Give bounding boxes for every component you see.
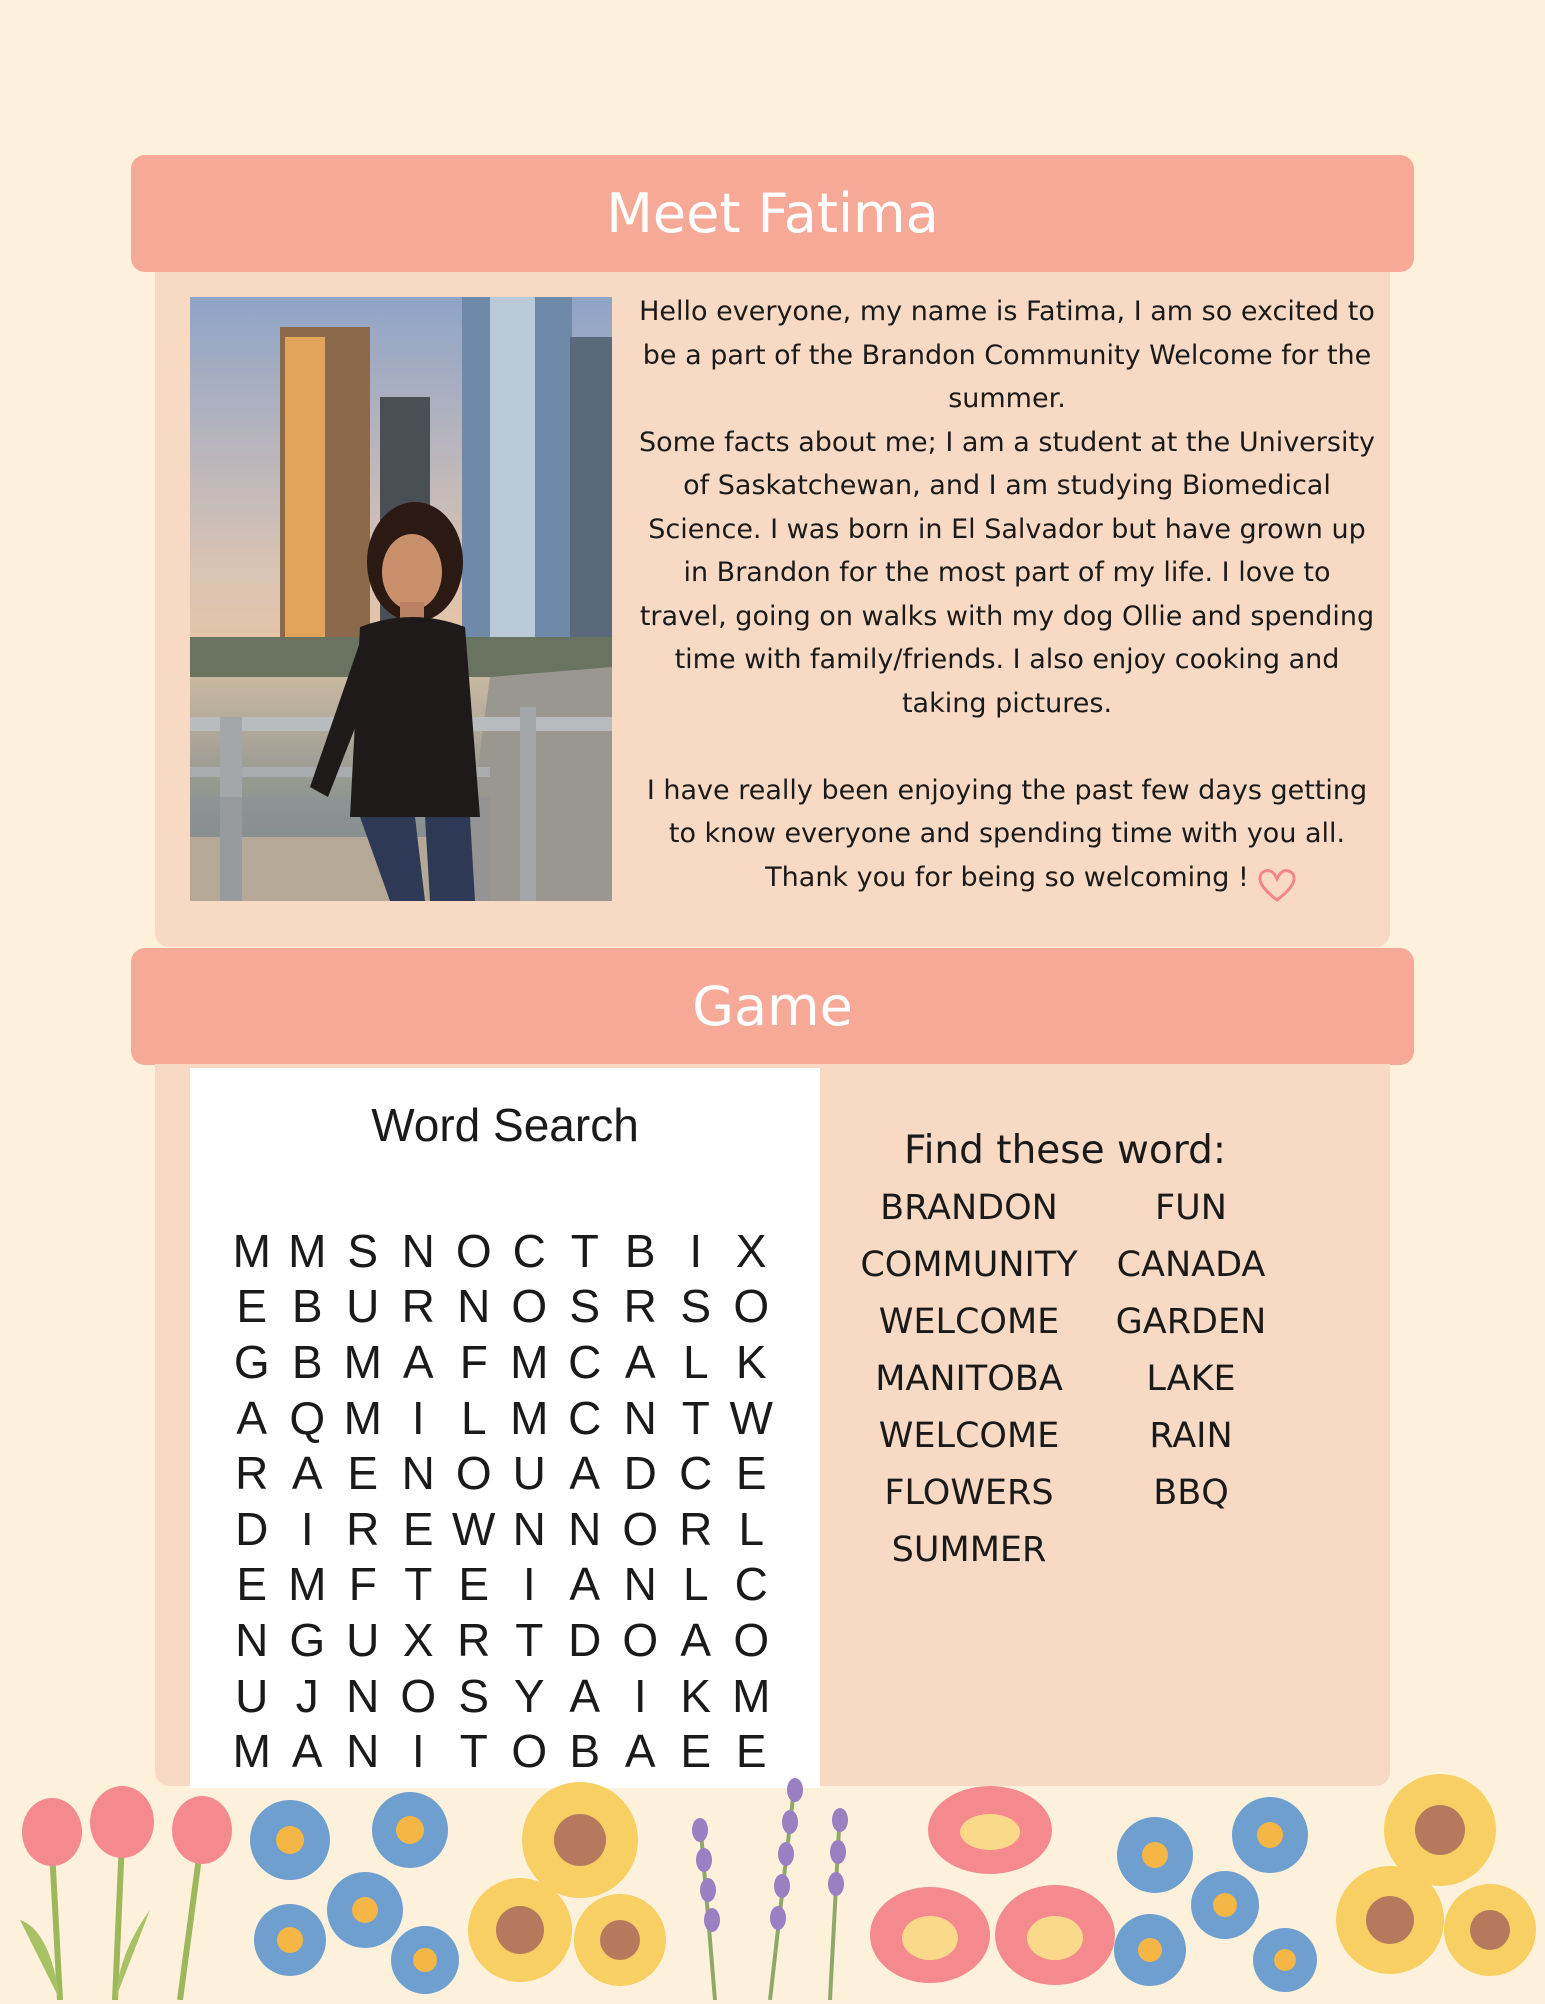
bio-paragraph-3: I have really been enjoying the past few days getting to know everyone and spending time with you all. Thank you for being so welcoming ! (646, 774, 1368, 893)
grid-letter: F (459, 1335, 488, 1388)
game-title: Game (692, 975, 853, 1038)
grid-letter: F (348, 1558, 377, 1611)
grid-letter: C (512, 1224, 546, 1277)
grid-letter: M (343, 1391, 382, 1444)
grid-letter: E (735, 1725, 767, 1778)
grid-row (224, 1557, 779, 1613)
grid-letter: U (346, 1613, 380, 1666)
grid-letter: K (735, 1335, 767, 1388)
grid-letter: E (735, 1447, 767, 1500)
grid-letter: D (235, 1502, 269, 1555)
grid-letter: E (236, 1558, 268, 1611)
word-to-find: LAKE (1146, 1359, 1236, 1399)
grid-letter: K (680, 1669, 712, 1722)
word-to-find: COMMUNITY (860, 1245, 1078, 1285)
grid-letter: O (622, 1502, 659, 1555)
grid-letter: W (452, 1502, 496, 1555)
grid-letter: B (291, 1335, 323, 1388)
grid-letter: L (682, 1335, 709, 1388)
grid-letter: O (733, 1280, 770, 1333)
grid-letter: T (681, 1391, 710, 1444)
grid-letter: A (569, 1558, 601, 1611)
grid-letter: I (300, 1502, 314, 1555)
grid-letter: D (568, 1613, 602, 1666)
word-to-find: MANITOBA (875, 1359, 1063, 1399)
grid-letter: R (457, 1613, 491, 1666)
grid-letter: R (401, 1280, 435, 1333)
grid-letter: M (288, 1224, 327, 1277)
grid-letter: M (343, 1335, 382, 1388)
grid-row (224, 1223, 779, 1279)
word-to-find: FUN (1155, 1188, 1227, 1228)
flower-border-illustration (0, 1760, 1545, 2000)
grid-letter: N (623, 1391, 657, 1444)
grid-letter: Y (513, 1669, 545, 1722)
profile-photo (190, 297, 612, 901)
grid-letter: U (235, 1669, 269, 1722)
grid-letter: A (624, 1335, 656, 1388)
grid-letter: A (402, 1335, 434, 1388)
grid-letter: M (510, 1335, 549, 1388)
word-search-grid (224, 1223, 779, 1779)
grid-letter: N (346, 1669, 380, 1722)
grid-letter: I (522, 1558, 536, 1611)
grid-letter: A (291, 1447, 323, 1500)
grid-letter: E (347, 1447, 379, 1500)
grid-letter: N (512, 1502, 546, 1555)
grid-letter: A (236, 1391, 268, 1444)
grid-letter: Q (289, 1391, 326, 1444)
grid-letter: A (569, 1447, 601, 1500)
grid-letter: E (458, 1558, 490, 1611)
grid-letter: S (569, 1280, 601, 1333)
grid-letter: C (568, 1391, 602, 1444)
grid-letter: S (458, 1669, 490, 1722)
find-words-heading: Find these word: (903, 1128, 1227, 1173)
grid-letter: S (680, 1280, 712, 1333)
grid-letter: M (232, 1224, 271, 1277)
grid-letter: J (295, 1669, 319, 1722)
word-to-find: WELCOME (878, 1302, 1060, 1342)
word-list-right (1105, 1180, 1277, 1522)
meet-banner (131, 155, 1414, 272)
game-banner (131, 948, 1414, 1065)
heart-icon (1256, 866, 1298, 904)
grid-letter: L (460, 1391, 487, 1444)
grid-letter: C (568, 1335, 602, 1388)
grid-letter: L (738, 1502, 765, 1555)
grid-letter: M (232, 1725, 271, 1778)
grid-letter: M (732, 1669, 771, 1722)
grid-letter: I (689, 1224, 703, 1277)
grid-row (224, 1612, 779, 1668)
grid-letter: T (570, 1224, 599, 1277)
grid-letter: G (233, 1335, 270, 1388)
bio-paragraph-2: Some facts about me; I am a student at the University of Saskatchewan, and I am studying Biomedical Science. I was born in El Salvador but have grown up in Brandon for the most part of my life. I love to travel, going on walks with my dog Ollie and spending time with family/friends. I also enjoy cooking and taking pictures. (638, 426, 1376, 719)
grid-letter: R (346, 1502, 380, 1555)
grid-letter: A (624, 1725, 656, 1778)
grid-letter: T (515, 1613, 544, 1666)
grid-letter: R (235, 1447, 269, 1500)
grid-letter: W (729, 1391, 773, 1444)
grid-letter: A (291, 1725, 323, 1778)
word-to-find: RAIN (1149, 1416, 1233, 1456)
grid-row (224, 1334, 779, 1390)
word-search-puzzle (190, 1068, 820, 1788)
grid-letter: O (400, 1669, 437, 1722)
grid-letter: A (569, 1669, 601, 1722)
bio-paragraph-1: Hello everyone, my name is Fatima, I am so excited to be a part of the Brandon Community Welcome for the summer. (639, 296, 1375, 414)
word-list-left (855, 1180, 1083, 1579)
grid-letter: X (402, 1613, 434, 1666)
grid-letter: N (568, 1502, 602, 1555)
grid-letter: I (411, 1391, 425, 1444)
grid-letter: I (411, 1725, 425, 1778)
grid-letter: T (404, 1558, 433, 1611)
grid-letter: M (510, 1391, 549, 1444)
grid-letter: N (401, 1224, 435, 1277)
grid-letter: D (623, 1447, 657, 1500)
grid-letter: O (511, 1280, 548, 1333)
grid-letter: O (622, 1613, 659, 1666)
word-to-find: GARDEN (1115, 1302, 1267, 1342)
word-to-find: CANADA (1116, 1245, 1266, 1285)
grid-letter: O (511, 1725, 548, 1778)
grid-row (224, 1501, 779, 1557)
grid-letter: B (569, 1725, 601, 1778)
grid-letter: N (401, 1447, 435, 1500)
grid-row (224, 1445, 779, 1501)
grid-letter: O (455, 1224, 492, 1277)
grid-letter: S (347, 1224, 379, 1277)
grid-letter: N (623, 1558, 657, 1611)
grid-letter: T (459, 1725, 488, 1778)
grid-letter: O (455, 1447, 492, 1500)
grid-letter: U (512, 1447, 546, 1500)
grid-letter: O (733, 1613, 770, 1666)
grid-letter: B (291, 1280, 323, 1333)
word-to-find: FLOWERS (884, 1473, 1054, 1513)
word-to-find: WELCOME (878, 1416, 1060, 1456)
grid-letter: A (680, 1613, 712, 1666)
word-to-find: SUMMER (891, 1530, 1047, 1570)
grid-row (224, 1390, 779, 1446)
grid-letter: N (235, 1613, 269, 1666)
grid-letter: N (457, 1280, 491, 1333)
grid-letter: X (735, 1224, 767, 1277)
grid-letter: M (288, 1558, 327, 1611)
grid-letter: R (623, 1280, 657, 1333)
grid-letter: G (289, 1613, 326, 1666)
grid-letter: U (346, 1280, 380, 1333)
grid-letter: C (734, 1558, 768, 1611)
word-to-find: BRANDON (880, 1188, 1058, 1228)
grid-letter: E (680, 1725, 712, 1778)
grid-letter: N (346, 1725, 380, 1778)
word-to-find: BBQ (1153, 1473, 1229, 1513)
grid-letter: B (624, 1224, 656, 1277)
grid-letter: L (682, 1558, 709, 1611)
grid-letter: E (402, 1502, 434, 1555)
grid-letter: C (679, 1447, 713, 1500)
grid-row (224, 1668, 779, 1724)
grid-row (224, 1279, 779, 1335)
word-search-title: Word Search (371, 1099, 639, 1151)
grid-letter: E (236, 1280, 268, 1333)
grid-letter: R (679, 1502, 713, 1555)
grid-letter: I (633, 1669, 647, 1722)
bio-text (637, 290, 1377, 899)
meet-title: Meet Fatima (606, 182, 939, 245)
